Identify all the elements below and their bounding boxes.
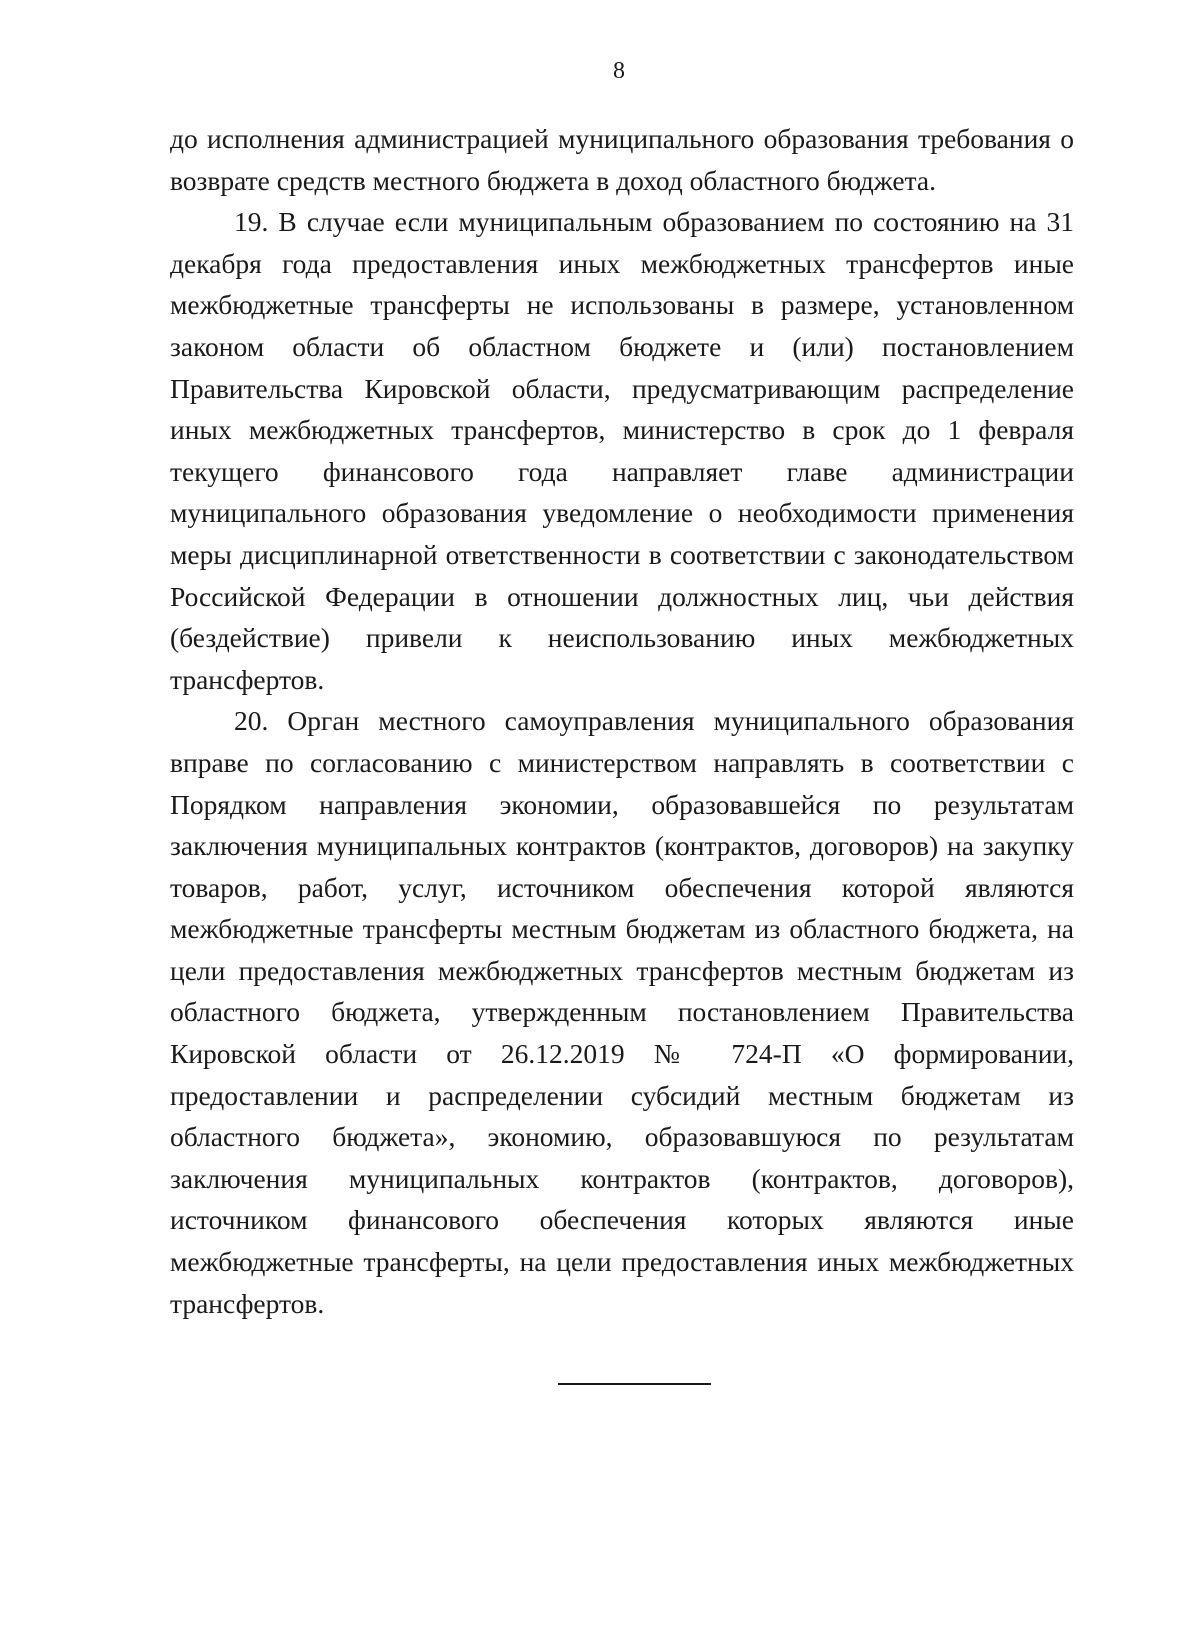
end-of-document-rule: [558, 1383, 711, 1385]
document-body: [170, 118, 1074, 1324]
paragraph-continuation: до исполнения администрацией муниципального образования требования о возврате средств местного бюджета в доход областного бюджета.: [170, 123, 1074, 196]
paragraph-item-19: 19. В случае если муниципальным образованием по состоянию на 31 декабря года предоставления иных межбюджетных трансфертов иные межбюджетные трансферты не использованы в размере, установленном законом области об областном бюджете и (или) постановлением Правительства Кировской области, предусматривающим распределение иных межбюджетных трансфертов, министерство в срок до 1 февраля текущего финансового года направляет главе администрации муниципального образования уведомление о необходимости применения меры дисциплинарной ответственности в соответствии с законодательством Российской Федерации в отношении должностных лиц, чьи действия (бездействие) привели к неиспользованию иных межбюджетных трансфертов.: [170, 206, 1074, 695]
page-number: 8: [613, 58, 625, 84]
paragraph-item-20: 20. Орган местного самоуправления муниципального образования вправе по согласованию с министерством направлять в соответствии с Порядком направления экономии, образовавшейся по результатам заключения муниципальных контрактов (контрактов, договоров) на закупку товаров, работ, услуг, источником обеспечения которой являются межбюджетные трансферты местным бюджетам из областного бюджета, на цели предоставления межбюджетных трансфертов местным бюджетам из областного бюджета, утвержденным постановлением Правительства Кировской области от 26.12.2019 № 724-П «О формировании, предоставлении и распределении субсидий местным бюджетам из областного бюджета», экономию, образовавшуюся по результатам заключения муниципальных контрактов (контрактов, договоров), источником финансового обеспечения которых являются иные межбюджетные трансферты, на цели предоставления иных межбюджетных трансфертов.: [170, 705, 1074, 1319]
